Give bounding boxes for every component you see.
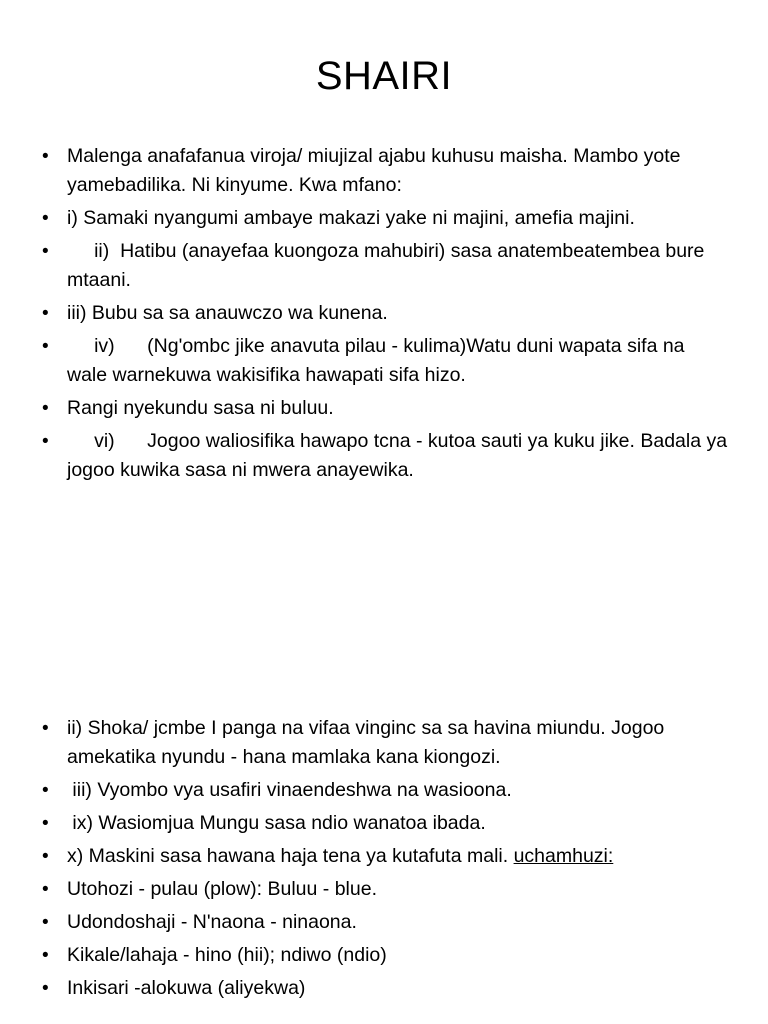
list-item: • iv) (Ng'ombc jike anavuta pilau - kulima)Watu duni wapata sifa na wale warnekuwa wakisifika hawapati sifa hizo. bbox=[0, 332, 768, 390]
list-item-text: Utohozi - pulau (plow): Buluu - blue. bbox=[67, 878, 377, 900]
list-item-text: iii) Vyombo vya usafiri vinaendeshwa na wasioona. bbox=[67, 779, 512, 801]
list-item: • Rangi nyekundu sasa ni buluu. bbox=[0, 394, 768, 423]
list-item bbox=[0, 875, 768, 904]
bullet-list-bottom bbox=[0, 714, 768, 1007]
list-item-text: x) Maskini sasa hawana haja tena ya kutafuta mali. bbox=[67, 845, 514, 867]
list-item: • iii) Bubu sa sa anauwczo wa kunena. bbox=[0, 299, 768, 328]
list-item bbox=[0, 714, 768, 772]
list-item bbox=[0, 908, 768, 937]
list-item: • vi) Jogoo waliosifika hawapo tcna - kutoa sauti ya kuku jike. Badala ya jogoo kuwika sasa ni mwera anayewika. bbox=[0, 427, 768, 485]
list-item-text: Inkisari -alokuwa (aliyekwa) bbox=[67, 977, 306, 999]
list-item bbox=[0, 974, 768, 1003]
list-item-text: Udondoshaji - N'naona - ninaona. bbox=[67, 911, 357, 933]
list-item-text: ix) Wasiomjua Mungu sasa ndio wanatoa ibada. bbox=[67, 812, 486, 834]
list-item-text: Kikale/lahaja - hino (hii); ndiwo (ndio) bbox=[67, 944, 387, 966]
list-item: • i) Samaki nyangumi ambaye makazi yake ni majini, amefia majini. bbox=[0, 204, 768, 233]
list-item bbox=[0, 776, 768, 805]
list-item bbox=[0, 809, 768, 838]
list-item-text: ii) Shoka/ jcmbe I panga na vifaa vinginc sa sa havina miundu. Jogoo amekatika nyundu - hana mamlaka kana kiongozi. bbox=[67, 717, 670, 768]
page-title: SHAIRI bbox=[315, 54, 453, 98]
list-item bbox=[0, 842, 768, 871]
list-item: • ii) Hatibu (anayefaa kuongoza mahubiri) sasa anatembeatembea bure mtaani. bbox=[0, 237, 768, 295]
underlined-term: uchamhuzi: bbox=[513, 845, 614, 867]
list-item: • Malenga anafafanua viroja/ miujizal ajabu kuhusu maisha. Mambo yote yamebadilika. Ni kinyume. Kwa mfano: bbox=[0, 142, 768, 200]
list-item bbox=[0, 941, 768, 970]
bullet-list-top bbox=[0, 142, 768, 489]
